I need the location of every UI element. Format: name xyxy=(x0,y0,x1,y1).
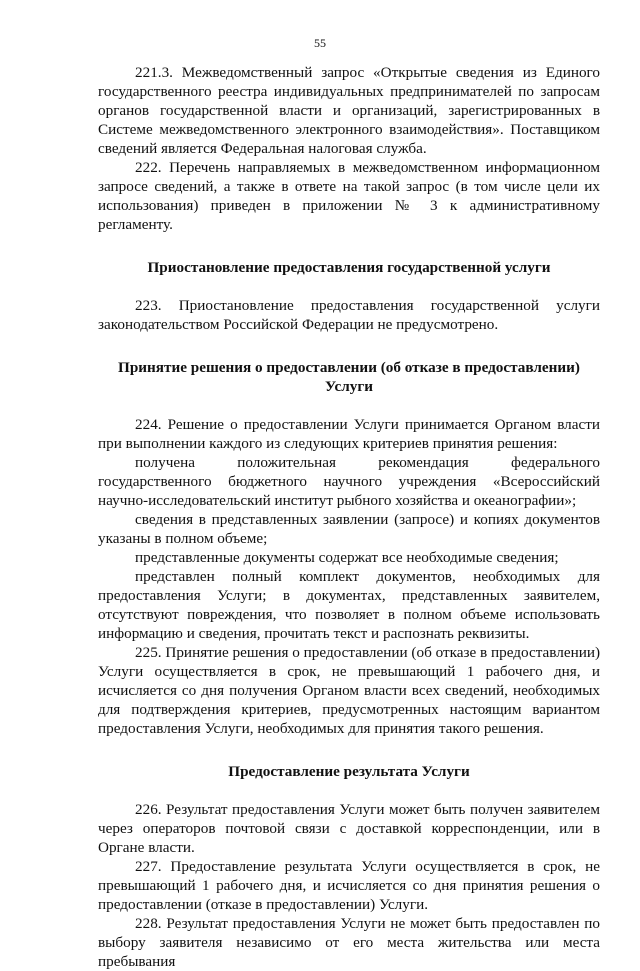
heading-result: Предоставление результата Услуги xyxy=(228,763,470,780)
criterion-complete-set: представлен полный комплект документов, необходимых для предоставления Услуги; в документах, представленных заявителем, отсутствуют повреждения, что позволяет в полном объеме использовать информацию и сведения, прочитать текст и распознать реквизиты. xyxy=(98,568,600,642)
paragraph-228: 228. Результат предоставления Услуги не может быть предоставлен по выбору заявителя независимо от его места жительства или места пребывания xyxy=(98,915,600,970)
paragraph-223: 223. Приостановление предоставления государственной услуги законодательством Российской Федерации не предусмотрено. xyxy=(98,297,600,333)
paragraph-227: 227. Предоставление результата Услуги осуществляется в срок, не превышающий 1 рабочего дня, и исчисляется со дня принятия решения о предоставлении (отказе в предоставлении) Услуги. xyxy=(98,858,600,913)
criterion-required-info: представленные документы содержат все необходимые сведения; xyxy=(135,549,559,566)
criterion-full-info: сведения в представленных заявлении (запросе) и копиях документов указаны в полном объеме; xyxy=(98,511,600,547)
paragraph-226: 226. Результат предоставления Услуги может быть получен заявителем через операторов почтовой связи с доставкой корреспонденции, или в Органе власти. xyxy=(98,801,600,856)
criterion-recommendation: получена положительная рекомендация федерального государственного бюджетного научного учреждения «Всероссийский научно-исследовательский институт рыбного хозяйства и океанографии»; xyxy=(98,454,600,509)
heading-decision: Принятие решения о предоставлении (об отказе в предоставлении) Услуги xyxy=(118,359,580,395)
page-number: 55 xyxy=(314,36,326,50)
paragraph-222: 222. Перечень направляемых в межведомственном информационном запросе сведений, а также в ответе на такой запрос (в том числе цели их использования) приведен в приложении № 3 к административному регламенту. xyxy=(98,159,600,233)
paragraph-221-3: 221.3. Межведомственный запрос «Открытые сведения из Единого государственного реестра индивидуальных предпринимателей по запросам органов государственной власти и организаций, зарегистрированных в Системе межведомственного электронного взаимодействия». Поставщиком сведений является Федеральная налоговая служба. xyxy=(98,64,600,157)
paragraph-224: 224. Решение о предоставлении Услуги принимается Органом власти при выполнении каждого из следующих критериев принятия решения: xyxy=(98,416,600,452)
heading-suspension: Приостановление предоставления государственной услуги xyxy=(147,259,551,276)
paragraph-225: 225. Принятие решения о предоставлении (об отказе в предоставлении) Услуги осуществляется в срок, не превышающий 1 рабочего дня, и исчисляется со дня получения Органом власти всех сведений, необходимых для подтверждения критериев, предусмотренных настоящим вариантом предоставления Услуги, необходимых для принятия такого решения. xyxy=(98,644,601,737)
document-body xyxy=(98,63,600,971)
